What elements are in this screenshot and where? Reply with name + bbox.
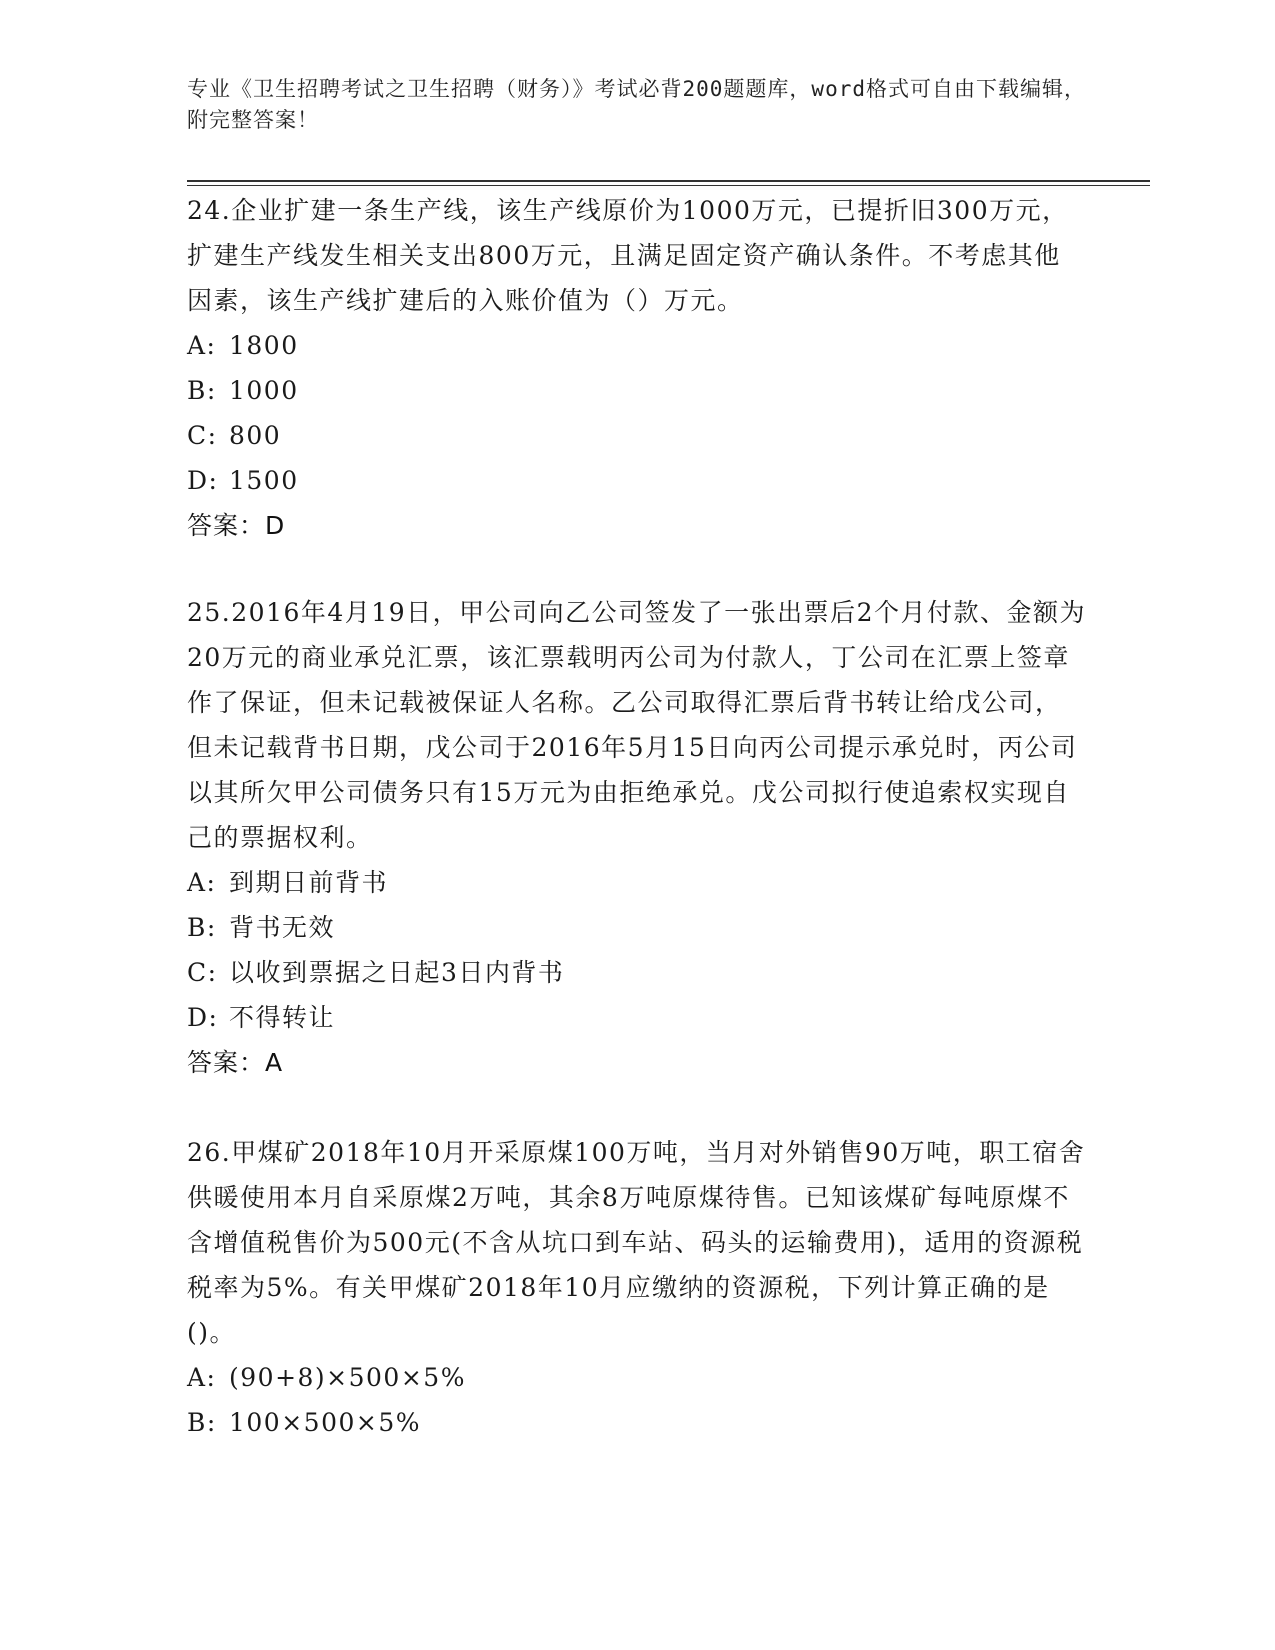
question-stem: 25.2016年4月19日，甲公司向乙公司签发了一张出票后2个月付款、金额为20万元的商业承兑汇票，该汇票载明丙公司为付款人，丁公司在汇票上签章作了保证，但未记载被保证人名称。乙公司取得汇票后背书转让给戊公司，但未记载背书日期，戊公司于2016年5月15日向丙公司提示承兑时，丙公司以其所欠甲公司债务只有15万元为由拒绝承兑。戊公司拟行使追索权实现自己的票据权利。 — [187, 598, 1087, 852]
option-text: 1500 — [229, 466, 299, 495]
option-text: 800 — [229, 421, 282, 450]
answer-line: 答案：D — [187, 511, 286, 540]
option-text: 1000 — [229, 376, 299, 405]
option-key: A: — [187, 331, 217, 360]
option-key: B: — [187, 913, 217, 942]
option-text: 背书无效 — [229, 913, 336, 942]
option-text: 以收到票据之日起3日内背书 — [229, 958, 565, 987]
option-b — [187, 905, 1087, 950]
option-text: 到期日前背书 — [229, 868, 389, 897]
option-text: 1800 — [229, 331, 299, 360]
document-header: 专业《卫生招聘考试之卫生招聘（财务）》考试必背200题题库，word格式可自由下载编辑，附完整答案！ — [187, 77, 1086, 132]
option-c — [187, 950, 1087, 995]
option-key: A: — [187, 868, 217, 897]
option-key: A: — [187, 1363, 217, 1392]
answer-line: 答案：A — [187, 1048, 284, 1077]
option-d — [187, 995, 1087, 1040]
option-key: B: — [187, 1408, 217, 1437]
option-a — [187, 323, 1087, 368]
option-d — [187, 458, 1087, 503]
option-key: D: — [187, 466, 219, 495]
option-key: C: — [187, 958, 218, 987]
header-divider-thin — [187, 185, 1150, 186]
question-25 — [187, 590, 1087, 1085]
option-text: (90+8)×500×5% — [229, 1363, 466, 1392]
option-a — [187, 1355, 1087, 1400]
option-text: 100×500×5% — [229, 1408, 421, 1437]
option-key: D: — [187, 1003, 219, 1032]
question-24 — [187, 188, 1087, 548]
option-b — [187, 1400, 1087, 1445]
question-stem: 26.甲煤矿2018年10月开采原煤100万吨，当月对外销售90万吨，职工宿舍供暖使用本月自采原煤2万吨，其余8万吨原煤待售。已知该煤矿每吨原煤不含增值税售价为500元(不含从坑口到车站、码头的运输费用)，适用的资源税税率为5%。有关甲煤矿2018年10月应缴纳的资源税，下列计算正确的是()。 — [187, 1138, 1086, 1347]
option-a — [187, 860, 1087, 905]
option-key: C: — [187, 421, 218, 450]
question-stem: 24.企业扩建一条生产线，该生产线原价为1000万元，已提折旧300万元，扩建生产线发生相关支出800万元，且满足固定资产确认条件。不考虑其他因素，该生产线扩建后的入账价值为（）万元。 — [187, 196, 1069, 315]
option-c — [187, 413, 1087, 458]
header-divider — [187, 180, 1150, 182]
question-26 — [187, 1130, 1087, 1445]
option-b — [187, 368, 1087, 413]
option-text: 不得转让 — [229, 1003, 336, 1032]
option-key: B: — [187, 376, 217, 405]
